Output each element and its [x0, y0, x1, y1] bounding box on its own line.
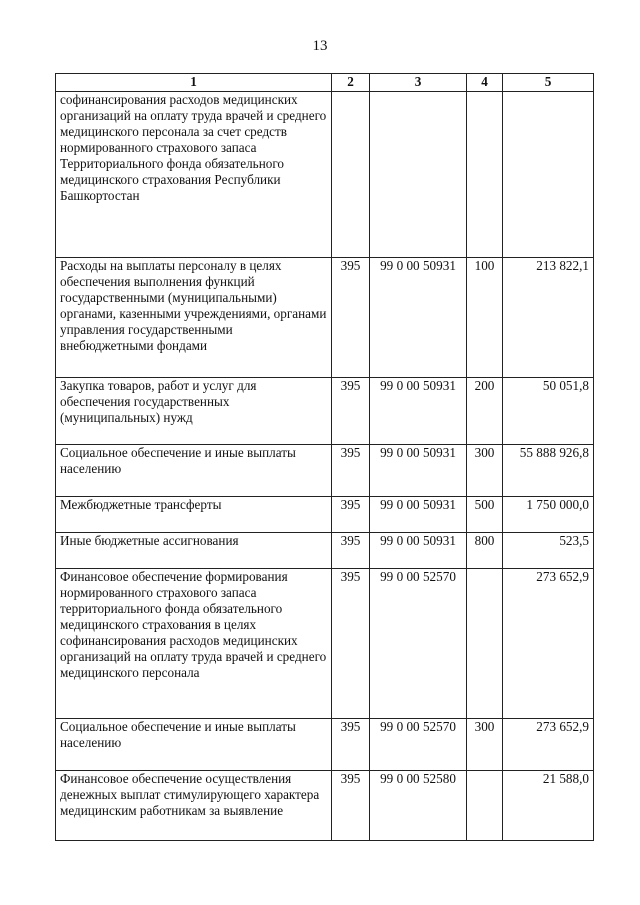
- table-row: [56, 378, 594, 445]
- table-row: [56, 771, 594, 841]
- row-code: 395: [332, 719, 370, 771]
- table-row: [56, 569, 594, 719]
- row-type: 500: [467, 497, 503, 533]
- row-code: 395: [332, 771, 370, 841]
- header-col-4: 4: [467, 74, 503, 92]
- row-code: 395: [332, 497, 370, 533]
- row-target: 99 0 00 52570: [370, 719, 467, 771]
- header-col-1: 1: [56, 74, 332, 92]
- row-code: [332, 92, 370, 258]
- row-amount: 21 588,0: [503, 771, 594, 841]
- table-row: [56, 533, 594, 569]
- budget-table: [55, 73, 594, 841]
- row-name: Межбюджетные трансферты: [56, 497, 332, 533]
- row-name: Финансовое обеспечение формирования нормированного страхового запаса территориального фонда обязательного медицинского страхования в целях софинансирования расходов медицинских организаций на оплату труда врачей и среднего медицинского персонала: [56, 569, 332, 719]
- row-target: 99 0 00 50931: [370, 497, 467, 533]
- row-type: 800: [467, 533, 503, 569]
- row-code: 395: [332, 378, 370, 445]
- row-target: 99 0 00 50931: [370, 533, 467, 569]
- row-target: 99 0 00 50931: [370, 378, 467, 445]
- row-code: 395: [332, 258, 370, 378]
- row-target: 99 0 00 50931: [370, 445, 467, 497]
- header-col-5: 5: [503, 74, 594, 92]
- row-amount: 273 652,9: [503, 719, 594, 771]
- row-name: Финансовое обеспечение осуществления денежных выплат стимулирующего характера медицинским работникам за выявление: [56, 771, 332, 841]
- row-name: Закупка товаров, работ и услуг для обеспечения государственных (муниципальных) нужд: [56, 378, 332, 445]
- row-name: софинансирования расходов медицинских организаций на оплату труда врачей и среднего медицинского персонала за счет средств нормированного страхового запаса Территориального фонда обязательного медицинского страхования Республики Башкортостан: [56, 92, 332, 258]
- row-name: Социальное обеспечение и иные выплаты населению: [56, 445, 332, 497]
- row-target: [370, 92, 467, 258]
- row-name: Расходы на выплаты персоналу в целях обеспечения выполнения функций государственными (муниципальными) органами, казенными учреждениями, органами управления государственными внебюджетными фондами: [56, 258, 332, 378]
- page-number: 13: [312, 38, 328, 54]
- row-type: 300: [467, 445, 503, 497]
- row-amount: [503, 92, 594, 258]
- table-row: [56, 445, 594, 497]
- row-type: 200: [467, 378, 503, 445]
- row-code: 395: [332, 569, 370, 719]
- row-type: 100: [467, 258, 503, 378]
- row-type: [467, 92, 503, 258]
- table-row: [56, 497, 594, 533]
- table-row: [56, 719, 594, 771]
- table-header-row: [56, 74, 594, 92]
- row-amount: 1 750 000,0: [503, 497, 594, 533]
- row-name: Социальное обеспечение и иные выплаты населению: [56, 719, 332, 771]
- row-type: 300: [467, 719, 503, 771]
- row-target: 99 0 00 50931: [370, 258, 467, 378]
- header-col-2: 2: [332, 74, 370, 92]
- row-code: 395: [332, 533, 370, 569]
- row-type: [467, 569, 503, 719]
- row-name: Иные бюджетные ассигнования: [56, 533, 332, 569]
- row-amount: 523,5: [503, 533, 594, 569]
- row-type: [467, 771, 503, 841]
- table-row: [56, 92, 594, 258]
- row-amount: 273 652,9: [503, 569, 594, 719]
- row-code: 395: [332, 445, 370, 497]
- row-amount: 213 822,1: [503, 258, 594, 378]
- table-row: [56, 258, 594, 378]
- row-amount: 55 888 926,8: [503, 445, 594, 497]
- row-amount: 50 051,8: [503, 378, 594, 445]
- header-col-3: 3: [370, 74, 467, 92]
- row-target: 99 0 00 52580: [370, 771, 467, 841]
- row-target: 99 0 00 52570: [370, 569, 467, 719]
